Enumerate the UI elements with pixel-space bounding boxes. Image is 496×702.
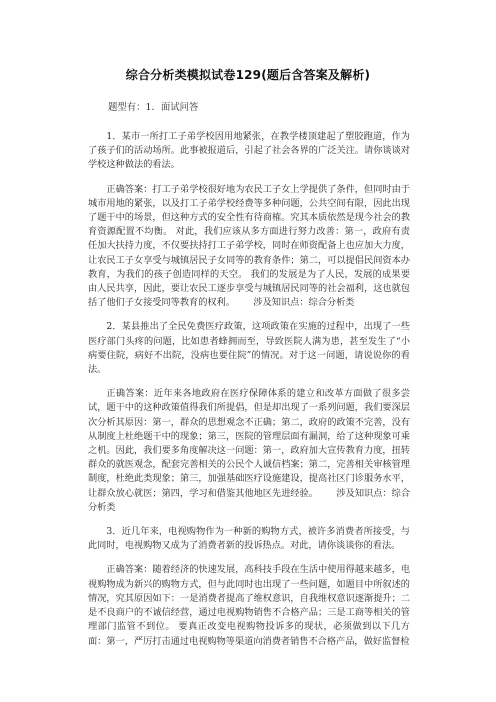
question-1-text: 1．某市一所打工子弟学校因用地紧张，在教学楼顶建起了塑胶跑道，作为了孩子们的活动场所。此事被报道后，引起了社会各界的广泛关注。请你谈谈对学校这种做法的看法。 [88,131,410,171]
question-type-line: 题型有：1．面试问答 [108,102,199,113]
answer-2-text: 正确答案：近年来各地政府在医疗保障体系的建立和改革方面做了很多尝试，题干中的这种政策值得我们所提倡，但是却出现了一系列问题，我们要深层次分析其原因：第一，群众的思想观念不正确；第二，政府的政策不完善，没有从制度上杜绝题干中的现象；第三，医院的管理层面有漏洞，给了这种现象可乘之机。因此，我们要多角度解决这一问题：第一，政府加大宣传教育力度，扭转群众的就医观念，配套完善相关的公民个人诚信档案；第二，完善相关审核管理制度，杜绝此类现象；第三，加强基础医疗设施建设，提高社区门诊服务水平，让群众放心就医；第四，学习和借鉴其他地区先进经验。 [88,388,410,499]
knowledge-1: 涉及知识点：综合分析类 [253,297,355,309]
question-2-text: 2．某县推出了全民免费医疗政策，这项政策在实施的过程中，出现了一些医疗部门头疼的问题，比如患者蜂拥而至，导致医院人满为患，甚至发生了“小病要住院，病好不出院，没病也要住院”的情况。对于这一问题，请说说你的看法。 [88,321,410,376]
answer-2 [88,387,410,515]
question-1 [88,130,410,173]
question-3-text: 3．近几年来，电视购物作为一种新的购物方式，被许多消费者所接受，与此同时，电视购物又成为了消费者新的投诉热点。对此，请你谈谈你的看法。 [88,526,410,552]
answer-3 [88,563,410,648]
question-2 [88,320,410,377]
question-3 [88,525,410,553]
answer-1-text: 正确答案：打工子弟学校很好地为农民工子女上学提供了条件，但同时由于城市用地的紧张，以及打工子弟学校经费等多种问题，公共空间有限，因此出现了题干中的场景，但这种方式的安全性有待商榷。究其本质依然是现今社会的教育资源配置不均衡。 对此，我们应该从多方面进行努力改善：第一，政府有责任加大扶持力度，不仅要扶持打工子弟学校，同时在师资配备上也应加大力度，让农民工子女享受与城镇居民子女同等的教育条件；第二，可以提倡民间资本办教育，为我们的孩子创造同样的天空。 我们的发展是为了人民，发展的成果要由人民共享，因此，要让农民工逐步享受与城镇居民同等的社会福利，这也就包括了他们子女接受同等教育的权利。 [88,183,410,309]
knowledge-2: 涉及知识点：综合分析类 [88,487,411,513]
answer-1 [88,183,410,311]
answer-3-text: 正确答案：随着经济的快速发展，高科技手段在生活中使用得越来越多，电视购物成为新兴的购物方式，但与此同时也出现了一些问题，如题目中所叙述的情况，究其原因如下：一是消费者提高了维权意识，自我维权意识逐渐提升；二是不良商户的不诚信经营，通过电视购物销售不合格产品；三是工商等相关的管理部门监管不到位。 要真正改变电视购物投诉多的现状，必须做到以下几方面：第一，严厉打击通过电视购物等渠道向消费者销售不合格产品，做好监督检 [88,564,410,647]
document-title: 综合分析类模拟试卷129(题后含答案及解析) [125,68,371,82]
document-body [88,130,410,659]
